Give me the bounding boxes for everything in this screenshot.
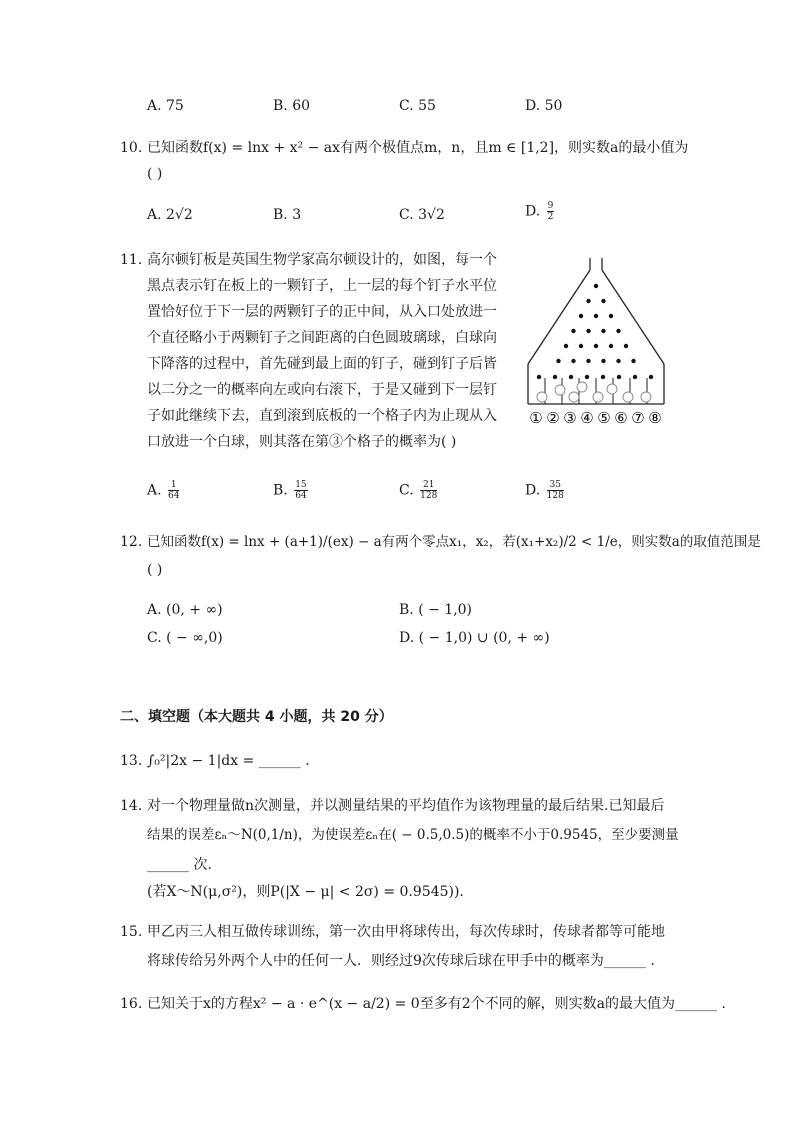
peg xyxy=(594,314,598,318)
peg xyxy=(579,344,583,348)
q12-paren: ( ) xyxy=(147,562,163,578)
peg xyxy=(616,359,620,363)
q10-text: 已知函数f(x) = lnx + x² − ax有两个极值点m，n，且m ∈ [1,2]，则实数a的最小值为 xyxy=(147,140,689,156)
fraction-numerator: 35 xyxy=(547,480,564,491)
fraction-denominator: 64 xyxy=(168,491,180,501)
peg xyxy=(601,329,605,333)
glass-ball xyxy=(593,392,603,402)
peg xyxy=(586,299,590,303)
q12-number: 12. xyxy=(120,534,143,550)
section-title-fill-in: 二、填空题（本大题共 4 小题，共 20 分） xyxy=(120,709,393,725)
peg xyxy=(594,284,598,288)
q11-line-2: 黑点表示钉在板上的一颗钉子，上一层的每个钉子水平位 xyxy=(147,278,497,294)
peg xyxy=(601,299,605,303)
q10-option-d-label: D. xyxy=(525,203,541,220)
pegs-group xyxy=(537,284,653,379)
q11-option-c xyxy=(399,480,439,501)
q9-option-a: A. 75 xyxy=(147,98,184,114)
galton-board-figure xyxy=(522,256,670,428)
slot-label: ⑦ xyxy=(631,409,645,427)
q12-option-a: A. (0, + ∞) xyxy=(147,602,223,618)
peg xyxy=(616,329,620,333)
q11-option-d xyxy=(525,480,566,501)
q11-option-b-label: B. xyxy=(273,482,288,499)
fraction-denominator: 128 xyxy=(546,491,564,501)
glass-ball xyxy=(607,384,617,394)
q11-option-d-label: D. xyxy=(525,482,541,499)
q11-number: 11. xyxy=(120,252,143,268)
q14-line-3: ______ 次. xyxy=(147,857,212,873)
q16-number: 16. xyxy=(120,996,143,1012)
peg xyxy=(633,375,637,379)
glass-ball xyxy=(569,392,579,402)
fraction-numerator: 15 xyxy=(295,480,307,490)
slot-label: ⑧ xyxy=(648,409,662,427)
glass-ball xyxy=(623,392,633,402)
q14-line-2: 结果的误差εₙ～N(0,1/n)，为使误差εₙ在( − 0.5,0.5)的概率不小于0.9545，至少要测量 xyxy=(147,827,679,843)
q10-option-d xyxy=(525,201,556,222)
peg xyxy=(649,375,653,379)
q11-option-c-fraction xyxy=(420,480,437,501)
peg xyxy=(631,359,635,363)
q11-option-b xyxy=(273,480,310,501)
peg xyxy=(594,344,598,348)
slot-label: ④ xyxy=(580,409,594,427)
peg xyxy=(579,314,583,318)
peg xyxy=(553,375,557,379)
peg xyxy=(564,344,568,348)
peg xyxy=(601,359,605,363)
q10-option-c: C. 3√2 xyxy=(399,207,445,223)
q11-option-a-label: A. xyxy=(147,482,162,499)
q12-text: 已知函数f(x) = lnx + (a+1)/(ex) − a有两个零点x₁，x₂，若(x₁+x₂)/2 < 1/e，则实数a的取值范围是 xyxy=(147,534,761,550)
q11-line-3: 置恰好位于下一层的两颗钉子的正中间，从入口处放进一 xyxy=(147,304,497,320)
balls-group xyxy=(537,382,651,402)
glass-ball xyxy=(537,392,547,402)
q12-option-c: C. ( − ∞,0) xyxy=(147,630,223,646)
peg xyxy=(601,375,605,379)
peg xyxy=(609,314,613,318)
peg xyxy=(586,359,590,363)
q11-line-5: 下降落的过程中，首先碰到最上面的钉子，碰到钉子后皆 xyxy=(147,356,497,372)
q9-option-c: C. 55 xyxy=(399,98,436,114)
fraction-numerator: 21 xyxy=(420,480,437,491)
fraction-numerator: 1 xyxy=(168,480,179,491)
peg xyxy=(585,375,589,379)
q12-option-d: D. ( − 1,0) ∪ (0, + ∞) xyxy=(399,630,550,646)
slot-label: ② xyxy=(546,409,560,427)
q11-option-d-fraction xyxy=(547,480,564,501)
peg xyxy=(571,359,575,363)
slot-labels xyxy=(529,409,661,427)
q11-line-8: 口放进一个白球，则其落在第③个格子的概率为( ) xyxy=(147,434,457,450)
q11-line-1: 高尔顿钉板是英国生物学家高尔顿设计的，如图，每一个 xyxy=(147,252,497,268)
q14-number: 14. xyxy=(120,798,143,814)
q10-paren: ( ) xyxy=(147,166,163,182)
q12-option-b: B. ( − 1,0) xyxy=(399,602,473,618)
fraction-numerator: 9 xyxy=(547,201,554,211)
fraction-denominator: 64 xyxy=(295,491,307,501)
peg xyxy=(586,329,590,333)
peg xyxy=(571,329,575,333)
peg xyxy=(556,359,560,363)
glass-ball xyxy=(641,392,651,402)
q15-line-1: 甲乙丙三人相互做传球训练，第一次由甲将球传出，每次传球时，传球者都等可能地 xyxy=(147,924,665,940)
q11-line-7: 子如此继续下去，直到滚到底板的一个格子内为止现从入 xyxy=(147,408,497,424)
q13-text: ∫₀²|2x − 1|dx = ______ . xyxy=(147,753,310,769)
q11-line-6: 以二分之一的概率向左或向右滚下，于是又碰到下一层钉 xyxy=(147,382,497,398)
q16-text: 已知关于x的方程x² − a · e^(x − a/2) = 0至多有2个不同的解，则实数a的最大值为______ . xyxy=(147,996,726,1012)
q11-option-c-label: C. xyxy=(399,482,414,499)
glass-ball xyxy=(577,382,587,392)
peg xyxy=(617,375,621,379)
peg xyxy=(569,375,573,379)
slot-label: ① xyxy=(529,409,543,427)
q11-option-a xyxy=(147,480,181,501)
peg xyxy=(624,344,628,348)
slot-label: ③ xyxy=(563,409,577,427)
glass-ball xyxy=(555,385,565,395)
slot-label: ⑥ xyxy=(614,409,628,427)
q10-option-b: B. 3 xyxy=(273,207,302,223)
q11-line-4: 个直径略小于两颗钉子之间距离的白色圆玻璃球，白球向 xyxy=(147,330,497,346)
q11-option-b-fraction xyxy=(294,480,307,501)
slot-label: ⑤ xyxy=(597,409,611,427)
q13-number: 13. xyxy=(120,753,143,769)
q15-line-2: 将球传给另外两个人中的任何一人．则经过9次传球后球在甲手中的概率为______ . xyxy=(147,953,655,969)
q15-number: 15. xyxy=(120,924,143,940)
q10-option-a: A. 2√2 xyxy=(147,207,193,223)
q11-option-a-fraction xyxy=(168,480,179,501)
q9-option-b: B. 60 xyxy=(273,98,311,114)
q10-number: 10. xyxy=(120,140,143,156)
fraction-denominator: 2 xyxy=(547,212,554,222)
q10-option-d-fraction xyxy=(547,201,555,222)
peg xyxy=(537,375,541,379)
q9-option-d: D. 50 xyxy=(525,98,563,114)
q14-line-1: 对一个物理量做n次测量，并以测量结果的平均值作为该物理量的最后结果.已知最后 xyxy=(147,798,665,814)
fraction-denominator: 128 xyxy=(420,491,438,501)
q14-line-4: (若X～N(μ,σ²)，则P(|X − μ| < 2σ) = 0.9545)). xyxy=(147,884,464,900)
peg xyxy=(609,344,613,348)
